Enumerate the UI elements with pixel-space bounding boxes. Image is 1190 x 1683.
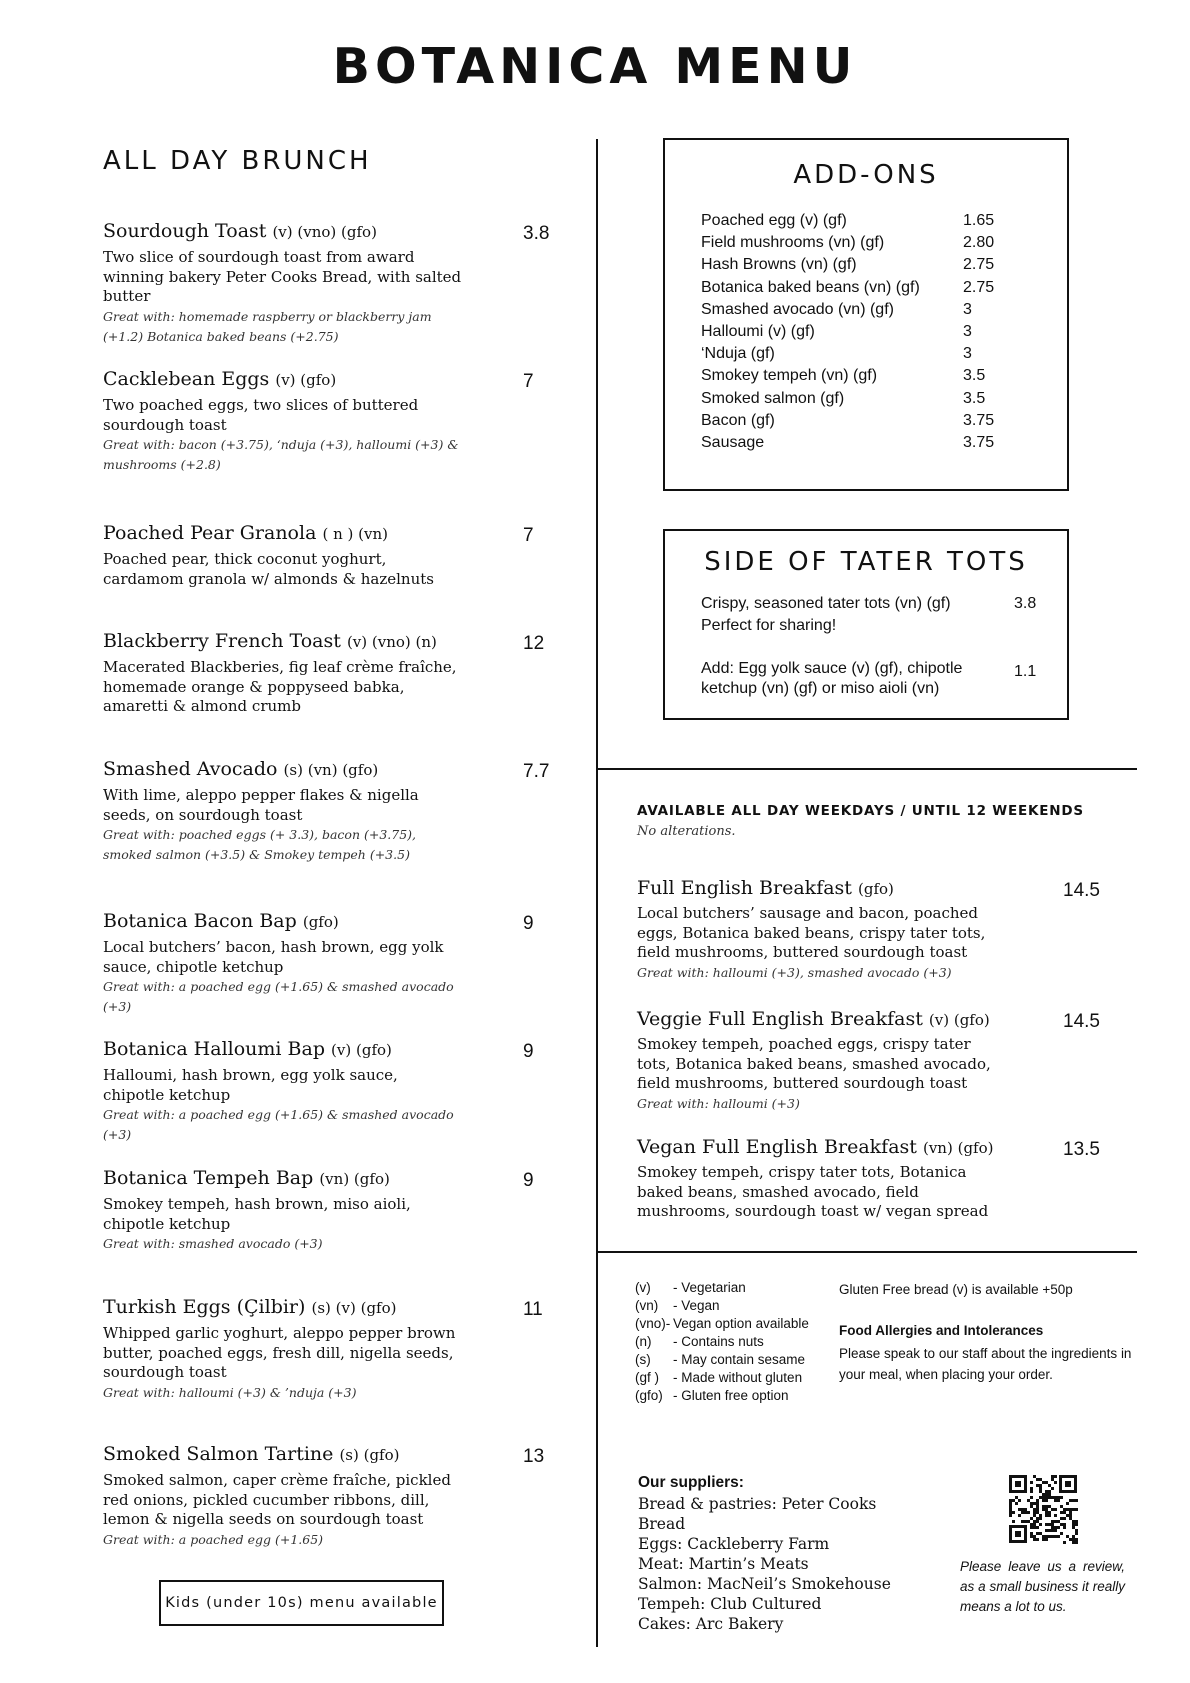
brunch-item	[103, 1167, 463, 1254]
dietary-key-code: (vn)	[635, 1298, 659, 1313]
breakfast-item-price: 14.5	[1063, 880, 1100, 901]
suppliers-list	[638, 1494, 928, 1634]
dietary-key-row	[635, 1297, 835, 1315]
addon-name: Halloumi (v) (gf)	[701, 323, 815, 340]
brunch-item	[103, 910, 463, 1017]
tater-tots-line-1: Crispy, seasoned tater tots (vn) (gf)	[701, 595, 951, 612]
dietary-key-row	[635, 1351, 835, 1369]
brunch-item-name: Smoked Salmon Tartine	[103, 1443, 334, 1465]
breakfast-item-title	[637, 877, 997, 899]
breakfast-item-suggestion: Great with: halloumi (+3), smashed avocado (+3)	[637, 964, 952, 980]
brunch-item-price: 12	[523, 633, 545, 654]
breakfast-item-title	[637, 1008, 997, 1030]
qr-code[interactable]	[1008, 1474, 1078, 1544]
addon-name: Smoked salmon (gf)	[701, 389, 845, 407]
breakfast-item	[637, 1136, 997, 1222]
brunch-item-tags: ( n ) (vn)	[322, 525, 388, 543]
brunch-item-suggestion: Great with: smashed avocado (+3)	[103, 1236, 323, 1251]
dietary-key-row	[635, 1315, 835, 1333]
brunch-item-title	[103, 630, 463, 652]
brunch-item-tags: (s) (v) (gfo)	[311, 1299, 397, 1317]
tater-tots-line-2: Perfect for sharing!	[701, 617, 837, 634]
dietary-key-label: - Gluten free option	[673, 1388, 789, 1403]
dietary-key-row	[635, 1333, 835, 1351]
addon-price: 2.75	[963, 278, 995, 296]
dietary-key-code: (vno)-	[635, 1316, 671, 1331]
tater-tots-heading: SIDE OF TATER TOTS	[704, 547, 1028, 577]
brunch-item-name: Sourdough Toast	[103, 220, 267, 242]
dietary-key-label: - Vegan	[673, 1298, 720, 1313]
addon-price: 3.5	[963, 367, 986, 385]
addon-price: 3	[963, 300, 972, 318]
brunch-item	[103, 220, 463, 347]
brunch-item-price: 11	[523, 1299, 543, 1320]
brunch-item	[103, 522, 463, 589]
breakfast-item-name: Full English Breakfast	[637, 877, 852, 899]
brunch-item-suggestion: Great with: a poached egg (+1.65) & smashed avocado (+3)	[103, 979, 454, 1014]
allergy-heading: Food Allergies and Intolerances	[839, 1323, 1044, 1338]
dietary-key-code: (gfo)	[635, 1388, 663, 1403]
gluten-free-bread-note: Gluten Free bread (v) is available +50p	[839, 1282, 1073, 1297]
breakfast-item-description: Smokey tempeh, crispy tater tots, Botanica baked beans, smashed avocado, field mushrooms, sourdough toast w/ vegan spread	[637, 1163, 989, 1220]
dietary-key-row	[635, 1369, 835, 1387]
dietary-key-label: - Contains nuts	[673, 1334, 764, 1349]
brunch-item-price: 7	[523, 525, 534, 546]
brunch-item	[103, 1038, 463, 1145]
brunch-item-description: Two slice of sourdough toast from award winning bakery Peter Cooks Bread, with salted butter	[103, 248, 462, 305]
brunch-item	[103, 368, 463, 475]
brunch-item-description: Smoked salmon, caper crème fraîche, pickled red onions, pickled cucumber ribbons, dill, lemon & nigella seeds on sourdough toast	[103, 1471, 451, 1528]
brunch-item-title	[103, 368, 463, 390]
dietary-key-code: (gf )	[635, 1370, 660, 1385]
addon-name: Bacon (gf)	[701, 411, 775, 429]
breakfast-item-tags: (gfo)	[857, 880, 894, 898]
brunch-item-title	[103, 910, 463, 932]
supplier-item: Cakes: Arc Bakery	[638, 1615, 784, 1633]
brunch-item	[103, 1443, 463, 1550]
brunch-item-price: 9	[523, 1041, 534, 1062]
brunch-item-tags: (vn) (gfo)	[319, 1170, 390, 1188]
dietary-key-row	[635, 1279, 835, 1297]
brunch-item-tags: (v) (gfo)	[331, 1041, 392, 1059]
brunch-item-suggestion: Great with: homemade raspberry or blackberry jam (+1.2) Botanica baked beans (+2.75)	[103, 308, 432, 344]
brunch-item-tags: (gfo)	[302, 913, 339, 931]
brunch-item-description: Local butchers’ bacon, hash brown, egg yolk sauce, chipotle ketchup	[103, 938, 444, 976]
tater-tots-box	[663, 529, 1069, 720]
brunch-item-description: Two poached eggs, two slices of buttered sourdough toast	[103, 396, 419, 434]
tater-tots-description	[701, 593, 951, 637]
addon-name: Hash Browns (vn) (gf)	[701, 256, 857, 274]
dietary-key-label: - Made without gluten	[673, 1370, 803, 1385]
brunch-item-title	[103, 1443, 463, 1465]
addon-price: 3.75	[963, 411, 995, 429]
dietary-key-label: - Vegetarian	[673, 1280, 746, 1295]
allergy-text: Please speak to our staff about the ingredients in your meal, when placing your order.	[839, 1346, 1132, 1382]
breakfast-item-price: 14.5	[1063, 1011, 1100, 1032]
brunch-item-name: Turkish Eggs (Çilbir)	[103, 1296, 306, 1318]
brunch-item-price: 9	[523, 1170, 534, 1191]
dietary-key-label: - May contain sesame	[673, 1352, 806, 1367]
brunch-item	[103, 630, 463, 717]
addon-price: 2.75	[963, 256, 995, 274]
brunch-item-price: 7.7	[523, 761, 550, 782]
addon-price: 1.65	[963, 212, 995, 229]
supplier-item: Salmon: MacNeil’s Smokehouse	[638, 1575, 891, 1593]
qr-code-icon	[1008, 1474, 1078, 1544]
addon-name: Poached egg (v) (gf)	[701, 212, 847, 229]
breakfast-item-name: Vegan Full English Breakfast	[637, 1136, 917, 1158]
addons-heading: ADD-ONS	[793, 160, 939, 190]
brunch-item-suggestion: Great with: bacon (+3.75), ‘nduja (+3), halloumi (+3) & mushrooms (+2.8)	[103, 437, 459, 472]
addon-name: Field mushrooms (vn) (gf)	[701, 234, 885, 252]
breakfast-item-description: Smokey tempeh, poached eggs, crispy tater tots, Botanica baked beans, smashed avocado, field mushrooms, buttered sourdough toast	[637, 1035, 991, 1092]
brunch-item-suggestion: Great with: a poached egg (+1.65) & smashed avocado (+3)	[103, 1107, 454, 1142]
addons-list	[701, 212, 1041, 472]
brunch-item-suggestion: Great with: a poached egg (+1.65)	[103, 1531, 324, 1547]
brunch-item-name: Botanica Bacon Bap	[103, 910, 297, 932]
addon-name: ‘Nduja (gf)	[701, 345, 775, 363]
tater-tots-addon-line-1: Add: Egg yolk sauce (v) (gf), chipotle	[701, 660, 963, 677]
suppliers-heading: Our suppliers:	[638, 1474, 744, 1491]
brunch-item-description: Whipped garlic yoghurt, aleppo pepper brown butter, poached eggs, fresh dill, nigella seeds, sourdough toast	[103, 1324, 456, 1381]
brunch-item-title	[103, 1038, 463, 1060]
section-divider-top	[597, 768, 1137, 770]
review-note: Please leave us a review, as a small business it really means a lot to us.	[960, 1559, 1125, 1614]
breakfast-item-price: 13.5	[1063, 1139, 1100, 1160]
availability-note: AVAILABLE ALL DAY WEEKDAYS / UNTIL 12 WEEKENDS	[637, 803, 1084, 819]
dietary-key-code: (v)	[635, 1280, 651, 1295]
dietary-key-row	[635, 1387, 835, 1405]
addon-name: Botanica baked beans (vn) (gf)	[701, 278, 920, 296]
brunch-item-description: Poached pear, thick coconut yoghurt, cardamom granola w/ almonds & hazelnuts	[103, 550, 434, 588]
breakfast-item-title	[637, 1136, 997, 1158]
brunch-item-price: 3.8	[523, 223, 550, 244]
brunch-item-description: Halloumi, hash brown, egg yolk sauce, chipotle ketchup	[103, 1066, 398, 1104]
kids-menu-note: Kids (under 10s) menu available	[159, 1580, 444, 1626]
brunch-item-price: 13	[523, 1446, 545, 1467]
addon-price: 2.80	[963, 234, 995, 252]
column-divider	[596, 139, 598, 1647]
brunch-item-name: Cacklebean Eggs	[103, 368, 270, 390]
brunch-item-description: With lime, aleppo pepper flakes & nigella seeds, on sourdough toast	[103, 786, 419, 824]
breakfast-item-name: Veggie Full English Breakfast	[637, 1008, 923, 1030]
breakfast-item-description: Local butchers’ sausage and bacon, poached eggs, Botanica baked beans, crispy tater tots, field mushrooms, buttered sourdough toast	[637, 904, 986, 961]
brunch-item-description: Macerated Blackberies, fig leaf crème fraîche, homemade orange & poppyseed babka, amaretti & almond crumb	[103, 658, 457, 715]
brunch-item-tags: (v) (gfo)	[275, 371, 337, 389]
no-alterations-note: No alterations.	[637, 824, 736, 839]
addon-name: Sausage	[701, 434, 765, 451]
brunch-item-title	[103, 1296, 463, 1318]
brunch-item-tags: (s) (vn) (gfo)	[283, 761, 379, 779]
supplier-item: Bread & pastries: Peter Cooks Bread	[638, 1495, 877, 1533]
brunch-item-price: 9	[523, 913, 534, 934]
brunch-item-name: Smashed Avocado	[103, 758, 278, 780]
brunch-heading: ALL DAY BRUNCH	[103, 146, 372, 176]
brunch-item-description: Smokey tempeh, hash brown, miso aioli, chipotle ketchup	[103, 1195, 411, 1233]
dietary-key-code: (n)	[635, 1334, 652, 1349]
tater-tots-price: 3.8	[1014, 595, 1037, 612]
addon-name: Smokey tempeh (vn) (gf)	[701, 367, 878, 385]
brunch-item	[103, 1296, 463, 1403]
brunch-item-name: Botanica Tempeh Bap	[103, 1167, 314, 1189]
brunch-item-price: 7	[523, 371, 534, 392]
tater-tots-addon-price: 1.1	[1014, 663, 1037, 680]
supplier-item: Eggs: Cackleberry Farm	[638, 1535, 830, 1553]
addon-price: 3.75	[963, 434, 995, 451]
dietary-key-code: (s)	[635, 1352, 651, 1367]
dietary-key-label: Vegan option available	[673, 1316, 809, 1331]
breakfast-item-suggestion: Great with: halloumi (+3)	[637, 1095, 800, 1111]
addon-price: 3	[963, 345, 972, 363]
breakfast-item-tags: (v) (gfo)	[928, 1011, 990, 1029]
dietary-key	[635, 1279, 835, 1405]
brunch-item-title	[103, 758, 463, 780]
brunch-item-title	[103, 220, 463, 242]
breakfast-item	[637, 1008, 997, 1114]
brunch-item	[103, 758, 463, 865]
tater-tots-addon-description	[701, 659, 962, 699]
brunch-item-title	[103, 1167, 463, 1189]
tater-tots-addon-line-2: ketchup (vn) (gf) or miso aioli (vn)	[701, 680, 940, 697]
addon-name: Smashed avocado (vn) (gf)	[701, 300, 894, 318]
addons-box	[663, 138, 1069, 491]
brunch-item-name: Poached Pear Granola	[103, 522, 317, 544]
brunch-item-title	[103, 522, 463, 544]
page-title: BOTANICA MENU	[332, 38, 858, 95]
brunch-item-name: Botanica Halloumi Bap	[103, 1038, 325, 1060]
brunch-item-tags: (s) (gfo)	[339, 1446, 400, 1464]
addon-price: 3	[963, 323, 972, 340]
brunch-item-suggestion: Great with: poached eggs (+ 3.3), bacon (+3.75), smoked salmon (+3.5) & Smokey tempeh (+3.5)	[103, 827, 417, 862]
section-divider-bottom	[597, 1251, 1137, 1253]
breakfast-item-tags: (vn) (gfo)	[922, 1139, 994, 1157]
brunch-item-suggestion: Great with: halloumi (+3) & ’nduja (+3)	[103, 1384, 357, 1400]
brunch-item-tags: (v) (vno) (gfo)	[272, 223, 377, 241]
supplier-item: Tempeh: Club Cultured	[638, 1595, 822, 1613]
brunch-item-name: Blackberry French Toast	[103, 630, 341, 652]
breakfast-item	[637, 877, 997, 983]
supplier-item: Meat: Martin’s Meats	[638, 1555, 809, 1573]
brunch-item-tags: (v) (vno) (n)	[346, 633, 437, 651]
addon-price: 3.5	[963, 389, 986, 407]
